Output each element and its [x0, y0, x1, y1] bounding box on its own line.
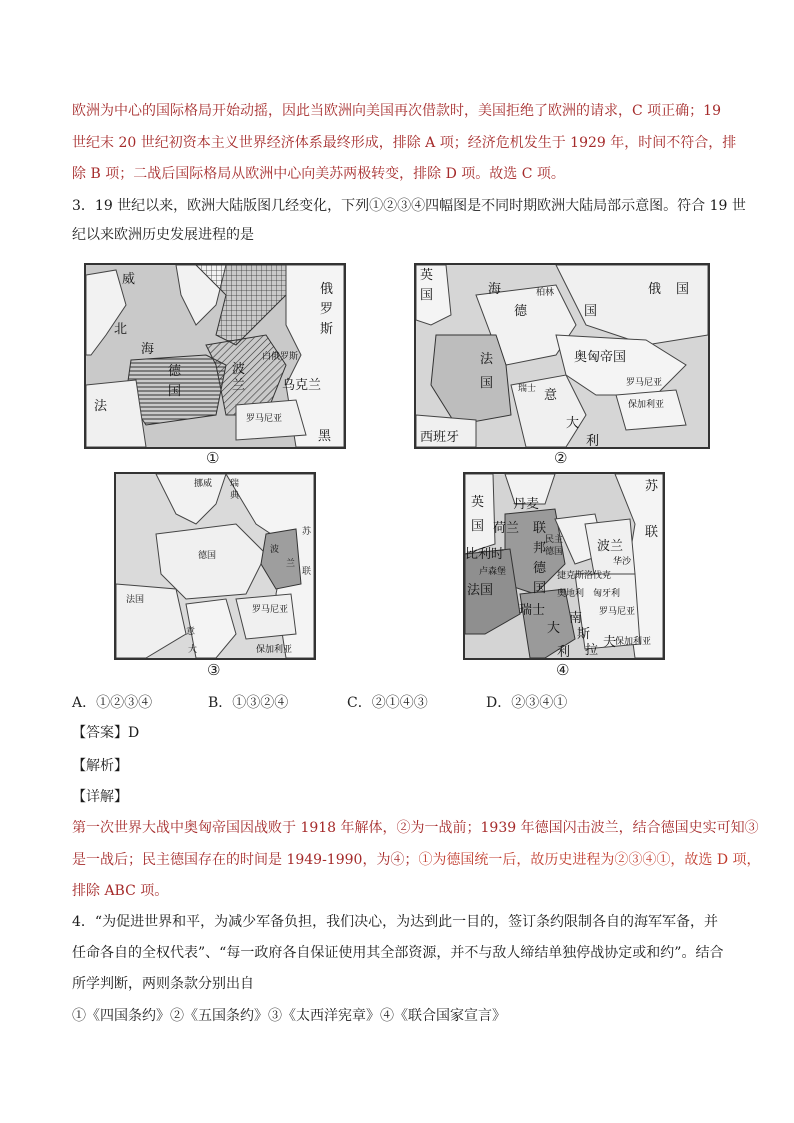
map1-label-north: 北 — [114, 322, 128, 337]
q3-stem-line-2: 纪以来欧洲历史发展进程的是 — [72, 227, 254, 243]
map4-label-warsaw: 华沙 — [613, 557, 632, 567]
map2-label-spain: 西班牙 — [420, 430, 460, 445]
detail-line-2b: ①为德国统一后，故历史进程为②③④①，故选 D 项， — [418, 852, 761, 868]
map3-label-rui: 瑞 — [230, 479, 240, 489]
map2-label-ying: 英 — [420, 268, 434, 283]
detail-line-2a: 是一战后；民主德国存在的时间是 1949-1990，为④； — [72, 852, 419, 868]
q4-items-line: ①《四国条约》②《五国条约》③《太西洋宪章》④《联合国家宣言》 — [72, 1008, 506, 1024]
map4-label-austria: 奥地利 — [557, 589, 585, 599]
map3-label-bo: 波 — [270, 545, 280, 555]
answer-label: 【答案】D — [72, 725, 140, 741]
q2-explanation-line-1: 欧洲为中心的国际格局开始动摇，因此当欧洲向美国再次借款时，美国拒绝了欧洲的请求，C 项正确；19 — [72, 103, 721, 119]
map4-label-denmark: 丹麦 — [513, 497, 540, 512]
q4-stem-line-3: 所学判断，两则条款分别出自 — [72, 976, 254, 992]
map3-label-lan: 兰 — [286, 559, 296, 569]
map2-label-bulgaria: 保加利亚 — [628, 400, 665, 410]
option-c: C．②①④③ — [347, 695, 428, 711]
map1-label-belarus: 白俄罗斯 — [262, 352, 299, 362]
map2-label-de: 德 — [514, 304, 528, 319]
detail-line-1: 第一次世界大战中奥匈帝国因战败于 1918 年解体，②为一战前；1939 年德国闪击波兰，结合德国史实可知③ — [72, 820, 759, 836]
option-d: D．②③④① — [486, 695, 568, 711]
detail-line-3: 排除 ABC 项。 — [72, 883, 169, 899]
map4-label-poland: 波兰 — [597, 539, 624, 554]
map2-label-fa: 法 — [480, 352, 494, 367]
map4-label-bulgaria: 保加利亚 — [615, 637, 652, 647]
map3-label-romania: 罗马尼亚 — [252, 605, 289, 615]
map4-label-hungary: 匈牙利 — [593, 589, 621, 599]
map1-label-ukraine: 乌克兰 — [282, 378, 322, 393]
map4-label-su: 苏 — [645, 479, 659, 494]
map-2-number: ② — [554, 449, 568, 467]
map2-label-yi: 意 — [544, 388, 558, 403]
map2-label-swiss: 瑞士 — [518, 384, 537, 394]
detail-label: 【详解】 — [72, 789, 128, 805]
analysis-label: 【解析】 — [72, 758, 128, 774]
q3-stem-line-1: 3．19 世纪以来，欧洲大陆版图几经变化，下列①②③④四幅图是不同时期欧洲大陆局部示意图。符合 19 世 — [72, 198, 746, 214]
map3-label-germany: 德国 — [198, 551, 217, 561]
map4-label-nan: 南 — [569, 611, 583, 626]
q2-explanation-line-2: 世纪末 20 世纪初资本主义世界经济体系最终形成，排除 A 项；经济危机发生于 1929 年，时间不符合，排 — [72, 135, 737, 151]
map-1 — [84, 263, 346, 449]
map4-label-luxembourg: 卢森堡 — [479, 567, 507, 577]
map2-label-austria-hungary: 奥匈帝国 — [574, 350, 627, 365]
map4-label-si: 斯 — [577, 627, 591, 642]
map1-label-e: 俄 — [320, 282, 334, 297]
map4-label-fu: 夫 — [603, 635, 617, 650]
map3-label-dian: 典 — [230, 491, 240, 501]
map4-label-netherlands: 荷兰 — [493, 521, 520, 536]
q4-stem-line-1: 4．“为促进世界和平，为减少军备负担，我们决心，为达到此一目的，签订条约限制各自的海军军备，并 — [72, 914, 719, 930]
map2-label-berlin: 柏林 — [536, 288, 555, 298]
map1-label-france: 法 — [94, 399, 108, 414]
map1-label-lan: 兰 — [232, 378, 246, 393]
map4-label-switzerland: 瑞士 — [519, 603, 546, 618]
map1-label-norway: 威 — [122, 272, 136, 287]
map1-label-guo: 国 — [168, 384, 182, 399]
map3-label-lian: 联 — [302, 567, 312, 577]
map3-label-bulgaria: 保加利亚 — [256, 645, 293, 655]
map4-label-ying: 英 — [471, 495, 485, 510]
map-3-number: ③ — [207, 661, 221, 679]
map4-label-la: 拉 — [585, 643, 599, 658]
map2-label-romania: 罗马尼亚 — [626, 378, 663, 388]
map4-label-guo-uk: 国 — [471, 519, 485, 534]
map2-label-guo-fr: 国 — [480, 376, 494, 391]
q4-stem-line-2: 任命各自的全权代表”、“每一政府各自保证使用其全部资源，并不与敌人缔结单独停战协定或和约”。结合 — [72, 945, 724, 961]
map3-label-su: 苏 — [302, 527, 312, 537]
map2-label-guo-de: 国 — [584, 304, 598, 319]
map4-label-minzhu: 民主 — [545, 535, 564, 545]
option-a: A．①②③④ — [72, 695, 153, 711]
map4-label-belgium: 比利时 — [465, 547, 505, 562]
map2-label-da: 大 — [566, 416, 580, 431]
map4-label-lian-frg: 联 — [533, 521, 547, 536]
map-2 — [414, 263, 710, 449]
map-3 — [114, 472, 316, 660]
map-4-number: ④ — [556, 661, 570, 679]
map4-label-lian-ussr: 联 — [645, 525, 659, 540]
map-4 — [463, 472, 665, 660]
map4-label-czechoslovakia: 捷克斯洛伐克 — [557, 571, 612, 581]
map4-label-de: 德 — [533, 561, 547, 576]
map4-label-li: 利 — [557, 645, 571, 658]
map4-label-france: 法国 — [467, 583, 494, 598]
map3-label-da: 大 — [188, 645, 198, 655]
map1-label-romania: 罗马尼亚 — [246, 414, 283, 424]
map1-label-g: 斯 — [320, 322, 334, 337]
map2-label-e: 俄 — [648, 282, 662, 297]
map1-label-sea: 海 — [141, 342, 155, 357]
map1-label-de: 德 — [168, 364, 182, 379]
map4-label-bang: 邦 — [533, 541, 547, 556]
q2-explanation-line-3: 除 B 项；二战后国际格局从欧洲中心向美苏两极转变，排除 D 项。故选 C 项。 — [72, 166, 565, 182]
map3-label-yi: 意 — [186, 627, 196, 637]
map1-label-black: 黑 — [318, 429, 332, 444]
map3-label-norway: 挪威 — [194, 479, 213, 489]
map4-label-da: 大 — [547, 621, 561, 636]
map3-label-france: 法国 — [126, 595, 145, 605]
map4-label-gdr: 德国 — [545, 547, 564, 557]
detail-line-2 — [72, 850, 761, 870]
map2-label-sea: 海 — [488, 282, 502, 297]
map1-label-f: 罗 — [320, 302, 334, 317]
map2-label-guo-uk: 国 — [420, 288, 434, 303]
map4-label-romania: 罗马尼亚 — [599, 607, 636, 617]
map4-label-guo-frg: 国 — [533, 581, 547, 596]
map1-label-po: 波 — [232, 362, 246, 377]
map-1-number: ① — [206, 449, 220, 467]
map2-label-guo-ru: 国 — [676, 282, 690, 297]
map2-label-li: 利 — [586, 434, 600, 447]
option-b: B．①③②④ — [208, 695, 289, 711]
